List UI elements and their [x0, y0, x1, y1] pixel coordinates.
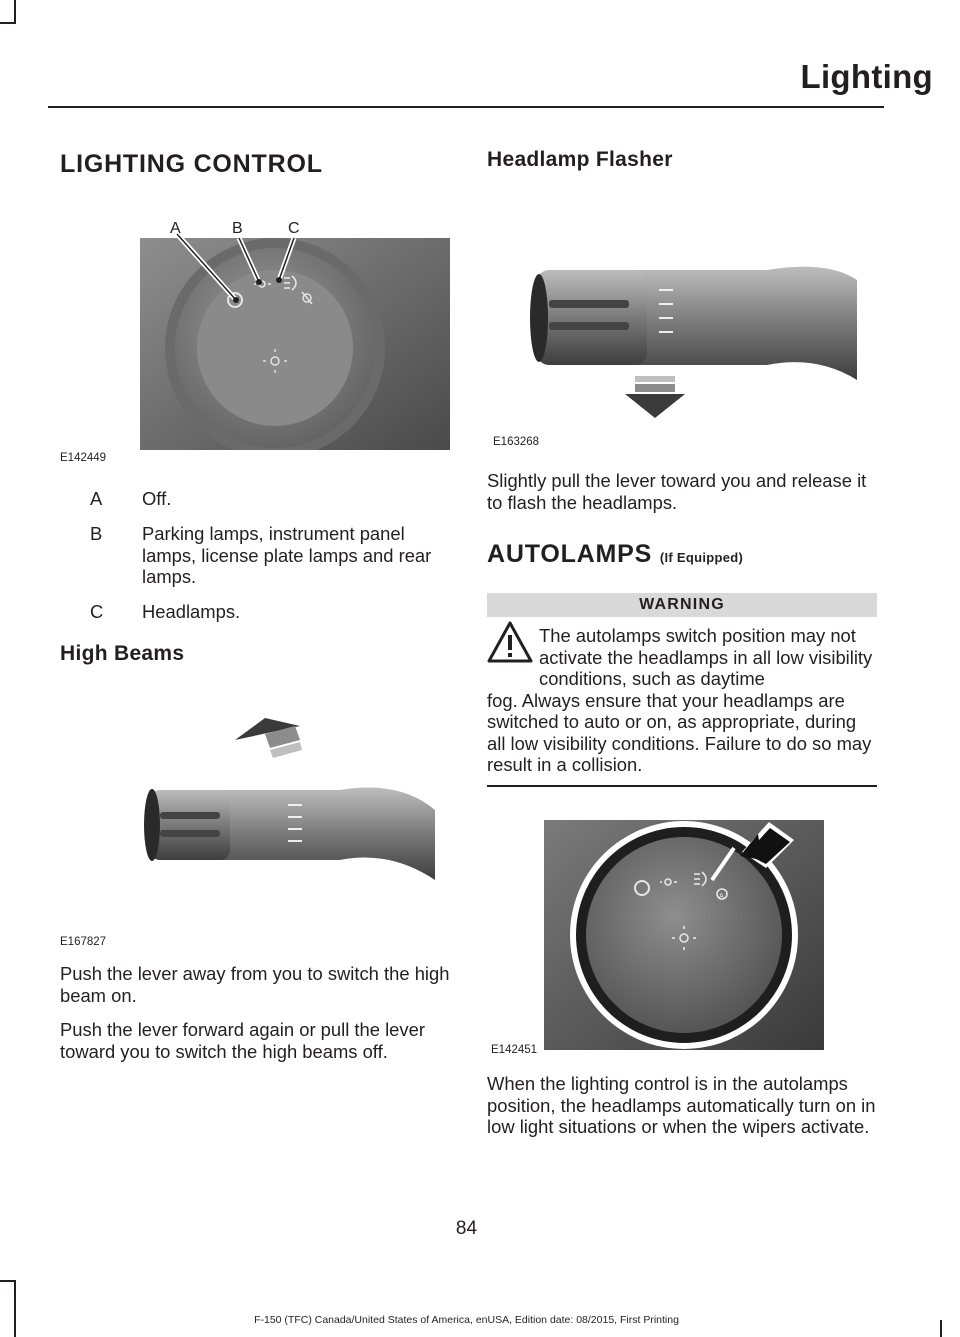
svg-text:A: A: [719, 893, 724, 900]
figure-callout-b: B: [232, 220, 243, 237]
section-heading: [487, 540, 743, 569]
legend-text: Headlamps.: [142, 601, 241, 622]
legend-text: Off.: [142, 488, 172, 509]
running-head: Lighting: [800, 58, 933, 95]
section-heading-text: AUTOLAMPS: [487, 540, 653, 568]
legend-key: A: [90, 488, 103, 509]
figure-callout-a: A: [170, 220, 181, 237]
legend-item: [60, 523, 450, 589]
crop-mark: [14, 0, 16, 22]
crop-mark: [0, 1280, 16, 1282]
legend-key: C: [90, 601, 104, 622]
crop-mark: [0, 22, 16, 24]
warning-text-first: The autolamps switch position may not activate the headlamps in all low visibility conditions, such as daytime: [539, 625, 873, 689]
autolamps-control-figure: [544, 810, 824, 1050]
warning-text: [487, 625, 879, 776]
paragraph: Push the lever away from you to switch the high beam on.: [60, 963, 450, 1006]
figure-code: E142451: [491, 1044, 538, 1056]
subheading: High Beams: [60, 642, 185, 665]
crop-mark: [940, 1320, 942, 1337]
arrow-down-icon: [625, 376, 685, 418]
edition-footer: F-150 (TFC) Canada/United States of America, enUSA, Edition date: 08/2015, First Printing: [254, 1314, 679, 1326]
section-heading: LIGHTING CONTROL: [60, 150, 323, 178]
warning-title: WARNING: [487, 593, 877, 617]
paragraph: Push the lever forward again or pull the lever toward you to switch the high beams off.: [60, 1019, 425, 1062]
figure-code: E163268: [493, 436, 540, 448]
figure-callout-c: C: [288, 220, 300, 237]
lighting-control-figure: [140, 218, 450, 450]
crop-mark: [14, 1280, 16, 1337]
arrow-up-icon: [235, 718, 302, 758]
legend-text: Parking lamps, instrument panel lamps, license plate lamps and rear lamps.: [142, 523, 432, 587]
legend-item: [60, 601, 450, 623]
page-number: 84: [455, 1218, 478, 1239]
figure-code: E142449: [60, 452, 107, 464]
legend-key: B: [90, 523, 103, 544]
paragraph: When the lighting control is in the autolamps position, the headlamps automatically turn on in low light situations or when the wipers activate.: [487, 1073, 876, 1137]
section-heading-suffix: (If Equipped): [659, 550, 744, 565]
warning-text-rest: fog. Always ensure that your headlamps are switched to auto or on, as appropriate, during all low visibility conditions. Failure to do so may result in a collision.: [487, 689, 872, 775]
paragraph: Slightly pull the lever toward you and release it to flash the headlamps.: [487, 470, 867, 513]
warning-rule: [487, 785, 877, 787]
legend-item: [60, 488, 450, 510]
subheading: Headlamp Flasher: [487, 148, 673, 171]
figure-code: E167827: [60, 936, 107, 948]
headlamp-flasher-lever-figure: [527, 260, 879, 430]
high-beams-lever-figure: [90, 700, 450, 930]
header-rule: [48, 106, 884, 108]
